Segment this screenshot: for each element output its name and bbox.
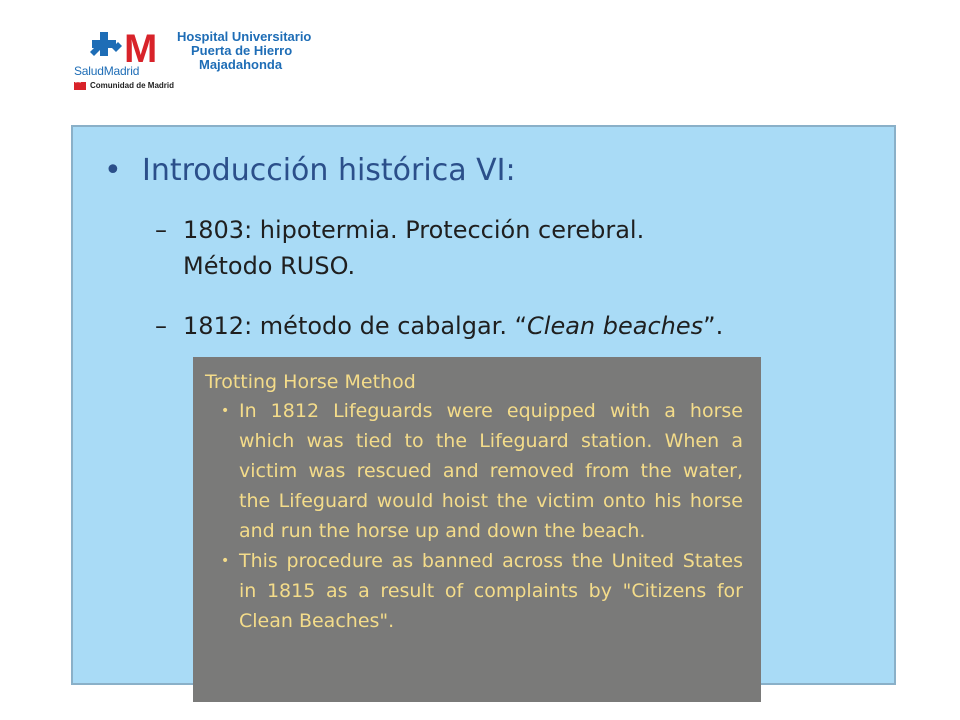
quote-title: Trotting Horse Method	[205, 371, 416, 393]
quote-bullet: •	[221, 403, 230, 419]
quote-bullet: •	[221, 553, 230, 569]
hospital-name-line1: Hospital Universitario	[177, 29, 312, 44]
brand-m-letter: M	[124, 27, 158, 66]
comunidad-text: Comunidad de Madrid	[90, 81, 174, 90]
hospital-name-line3: Majadahonda	[199, 57, 283, 72]
quote-point	[205, 546, 743, 636]
sub-item-text	[183, 212, 644, 284]
madrid-flag-icon	[74, 82, 86, 90]
hospital-name-line2: Puerta de Hierro	[191, 43, 293, 58]
trotting-horse-quote-box	[193, 357, 761, 702]
heading-text: Introducción histórica VI:	[142, 153, 516, 188]
sub-item-1812	[155, 308, 855, 348]
heading-bullet: •	[104, 153, 122, 188]
quote-point-text: In 1812 Lifeguards were equipped with a horse which was tied to the Lifeguard station. When a victim was rescued and removed from the water, the Lifeguard would hoist the victim onto his horse and run the horse up and down the beach.	[239, 400, 743, 542]
quote-list	[205, 396, 743, 636]
sub-item-1812-suffix: ”.	[703, 312, 724, 340]
sub-item-dash: –	[155, 312, 167, 340]
quote-point-text: This procedure as banned across the United States in 1815 as a result of complaints by "Citizens for Clean Beaches".	[239, 550, 743, 632]
hospital-logo	[74, 24, 334, 94]
sub-item-text	[183, 308, 723, 344]
sub-item-1803-line1: 1803: hipotermia. Protección cerebral.	[183, 216, 645, 244]
comunidad-label	[74, 81, 174, 90]
sub-item-dash: –	[155, 216, 167, 244]
sub-item-1803-line2: Método RUSO.	[183, 252, 356, 280]
sub-item-1812-prefix: 1812: método de cabalgar. “	[183, 312, 528, 340]
sub-item-1812-italic: Clean beaches	[527, 312, 704, 340]
salud-madrid-logo-icon	[86, 26, 166, 66]
salud-madrid-label: SaludMadrid	[74, 64, 140, 78]
sub-item-1803	[155, 212, 855, 292]
quote-point	[205, 396, 743, 546]
hospital-name	[177, 30, 311, 72]
